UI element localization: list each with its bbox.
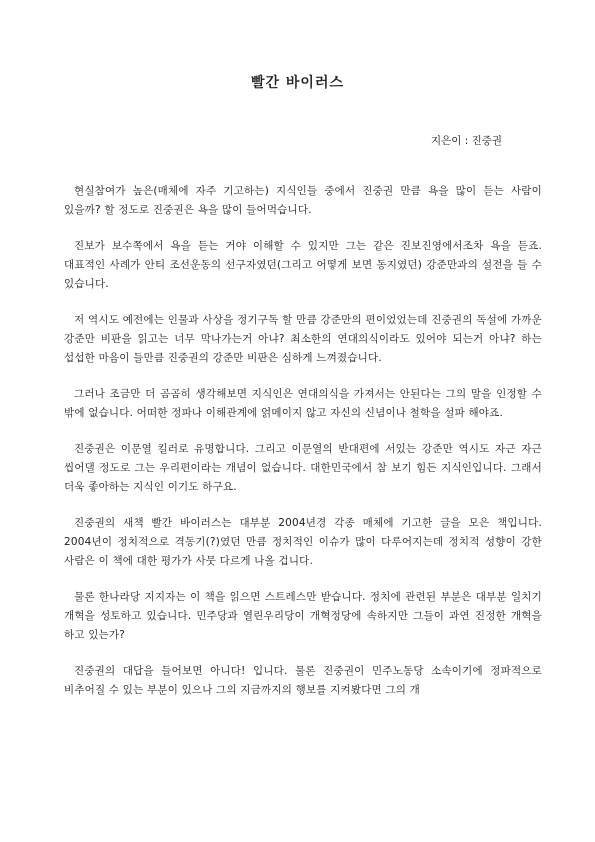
paragraph: 그러나 조금만 더 곰곰히 생각해보면 지식인은 연대의식을 가져서는 안된다는 그의 말을 인정할 수 밖에 없습니다. 어떠한 정파나 이해관계에 얽메이지 않고 자신의 신념이나 철학을 설파 해야죠.	[64, 388, 542, 419]
paragraph: 물론 한나라당 지지자는 이 책을 읽으면 스트레스만 받습니다. 정치에 관련된 부분은 대부분 일치기 개혁을 성토하고 있습니다. 민주당과 열린우리당이 개혁정당에 속하지만 그들이 과연 진정한 개혁을 하고 있는가?	[64, 591, 542, 641]
author-line: 지은이 : 진중권	[431, 135, 503, 147]
document-body	[64, 182, 542, 717]
paragraph: 진중권의 대답을 들어보면 아니다! 입니다. 물론 진중권이 민주노동당 소속이기에 정파적으로 비추어질 수 있는 부분이 있으나 그의 지금까지의 행보를 지켜봤다면 그의 개	[64, 665, 542, 696]
document-title: 빨간 바이러스	[250, 75, 345, 91]
paragraph: 현실참여가 높은(매체에 자주 기고하는) 지식인들 중에서 진중권 만큼 욕을 많이 듣는 사람이 있을까? 할 정도로 진중권은 욕을 많이 들어먹습니다.	[64, 185, 542, 216]
paragraph: 진보가 보수쪽에서 욕을 듣는 거야 이해할 수 있지만 그는 같은 진보진영에서조차 욕을 듣죠. 대표적인 사례가 안티 조선운동의 선구자였던(그리고 어떻게 보면 동지였던) 강준만과의 설전을 들 수 있습니다.	[64, 240, 542, 290]
paragraph: 진중권의 새책 빨간 바이러스는 대부분 2004년경 각종 매체에 기고한 글을 모은 책입니다. 2004년이 정치적으로 격동기(?)였던 만큼 정치적인 이슈가 많이 다루어지는데 정치적 성향이 강한 사람은 이 책에 대한 평가가 사뭇 다르게 나올 겁니다.	[64, 517, 542, 567]
paragraph: 저 역시도 예전에는 인물과 사상을 정기구독 할 만큼 강준만의 편이었었는데 진중권의 독설에 가까운 강준만 비판을 읽고는 너무 막나가는거 아냐? 최소한의 연대의식이라도 있어야 되는거 아냐? 하는 섭섭한 마음이 들만큼 진중권의 강준만 비판은 심하게 느껴졌습니다.	[64, 314, 542, 364]
paragraph: 진중권은 이문열 킬러로 유명합니다. 그리고 이문열의 반대편에 서있는 강준만 역시도 자근 자근 씹어댈 정도로 그는 우리편이라는 개념이 없습니다. 대한민국에서 참 보기 힘든 지식인입니다. 그래서 더욱 좋아하는 지식인 이기도 하구요.	[64, 443, 542, 493]
